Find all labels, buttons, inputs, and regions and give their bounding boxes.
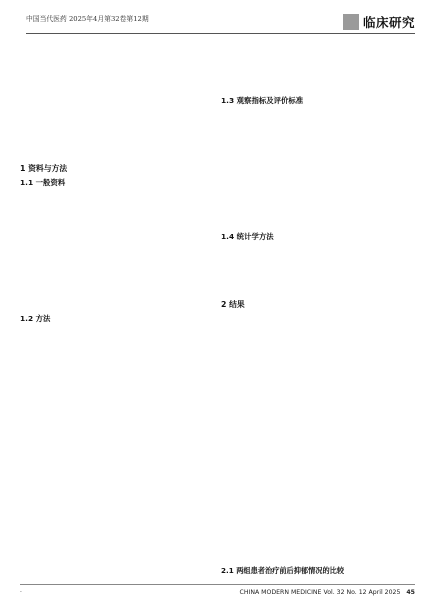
section-marker-icon xyxy=(343,14,359,30)
intro-paragraph xyxy=(20,40,206,160)
section-heading: 2 结果 xyxy=(221,300,245,309)
section-body xyxy=(221,312,407,364)
subsection-heading: 1.1 一般资料 xyxy=(20,178,66,187)
section-body xyxy=(20,190,206,310)
subsection-heading: 1.3 观察指标及评价标准 xyxy=(221,96,304,105)
section-method xyxy=(20,313,206,396)
header-divider xyxy=(26,33,415,34)
section-methods xyxy=(20,163,206,174)
section-body xyxy=(221,108,407,228)
section-tag-label: 临床研究 xyxy=(362,15,415,30)
table-caption: 2.1 两组患者治疗前后抑郁情况的比较 xyxy=(221,566,345,575)
journal-issue-line: 中国当代医药 2025年4月第32卷第12期 xyxy=(26,15,149,23)
section-results xyxy=(221,299,407,364)
footer-journal-name: CHINA MODERN MEDICINE Vol. 32 No. 12 April 2025 xyxy=(239,589,401,596)
page-footer xyxy=(240,589,415,596)
subsection-heading: 1.4 统计学方法 xyxy=(221,232,274,241)
section-body xyxy=(20,326,206,396)
continued-paragraph xyxy=(221,40,407,92)
section-tag xyxy=(343,13,415,31)
footer-left-mark: · xyxy=(20,589,22,596)
footer-divider xyxy=(20,584,415,585)
section-body xyxy=(221,244,407,296)
section-statistics xyxy=(221,231,407,296)
left-column xyxy=(20,40,206,563)
subsection-heading: 1.2 方法 xyxy=(20,314,51,323)
page-header xyxy=(0,0,427,36)
right-column xyxy=(221,40,407,563)
section-general-data xyxy=(20,177,206,310)
section-observation-indicators xyxy=(221,95,407,228)
section-heading: 1 资料与方法 xyxy=(20,164,68,173)
page-number: 45 xyxy=(406,589,415,596)
